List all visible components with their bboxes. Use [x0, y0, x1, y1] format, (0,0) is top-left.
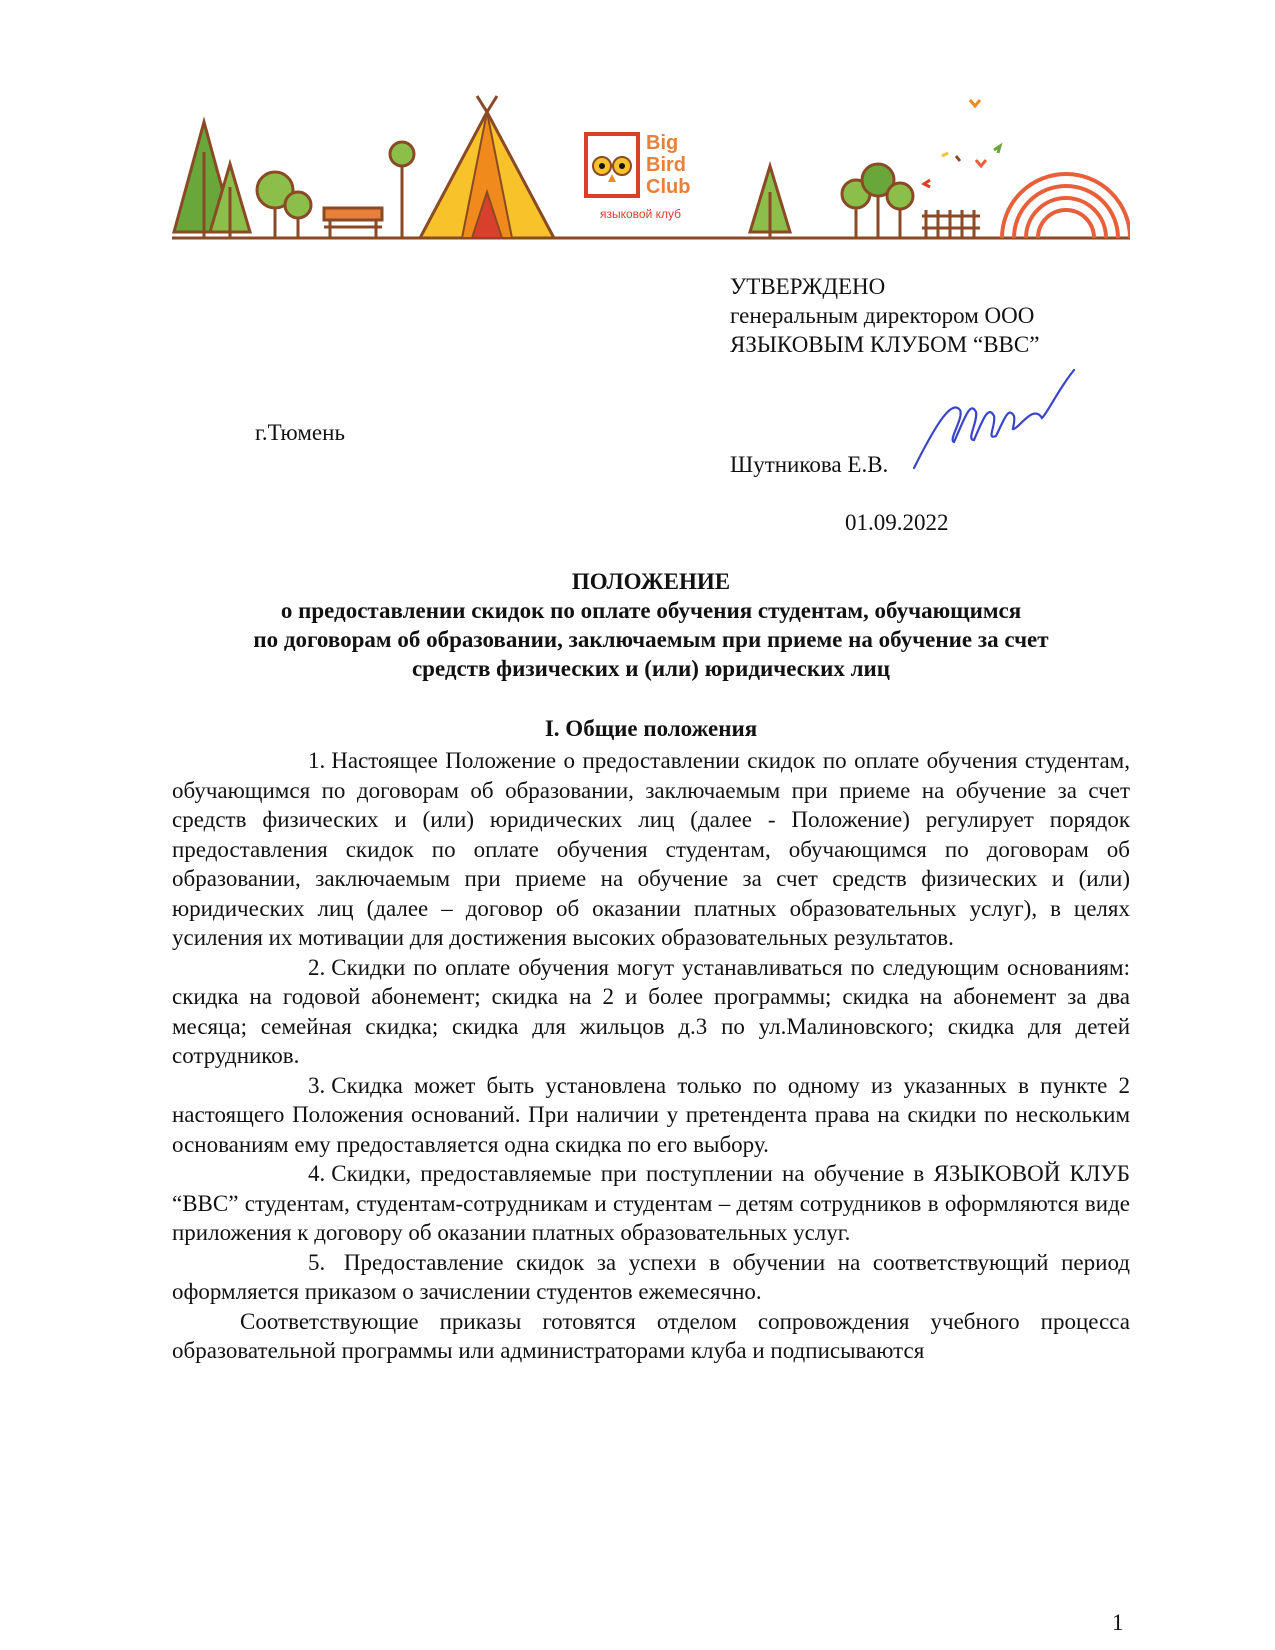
paragraph-number: 2. — [308, 954, 326, 980]
logo-text-line3: Club — [646, 176, 691, 198]
logo — [586, 132, 690, 221]
rainbow-icon — [1002, 174, 1130, 238]
bench-icon — [324, 208, 382, 238]
document-body — [172, 746, 1130, 1366]
approval-heading: УТВЕРЖДЕНО — [730, 274, 886, 299]
fence-icon — [922, 210, 980, 238]
logo-tagline: языковой клуб — [600, 207, 682, 221]
paragraph — [172, 1248, 1130, 1307]
tree-icon — [174, 122, 250, 238]
title-line-4: средств физических и (или) юридических лиц — [411, 656, 891, 681]
header-banner — [172, 92, 1130, 252]
paragraph — [172, 1307, 1130, 1366]
title-line-2: о предоставлении скидок по оплате обучения студентам, обучающимся — [280, 598, 1022, 623]
paragraph-number: 3. — [308, 1072, 326, 1098]
pine-tree-icon — [750, 166, 790, 238]
approval-date: 01.09.2022 — [845, 510, 949, 535]
lollipop-tree-icon — [390, 142, 414, 238]
paragraph-text: Скидки по оплате обучения могут устанавливаться по следующим основаниям: скидка на годовой абонемент; скидка на 2 и более программы; скидка на абонемент за два месяца; семейная скидка; скидка для жильцов д.3 по ул.Малиновского; скидка для детей сотрудников. — [172, 954, 1130, 1068]
approval-position: генеральным директором ООО — [730, 303, 1035, 328]
title-main: ПОЛОЖЕНИЕ — [571, 569, 731, 594]
paragraph-number: 4. — [308, 1161, 326, 1186]
round-tree-icon — [257, 172, 311, 238]
city-label: г.Тюмень — [255, 420, 345, 445]
birds-icon — [924, 100, 1000, 187]
title-line-3: по договорам об образовании, заключаемым при приеме на обучение за счет — [253, 627, 1049, 652]
teepee-icon — [420, 96, 554, 238]
page-number: 1 — [1112, 1610, 1124, 1635]
signature-icon — [908, 360, 1078, 475]
approval-block — [730, 272, 1039, 359]
logo-text-line2: Bird — [646, 154, 686, 176]
paragraph-number: 1. — [308, 748, 326, 773]
banner-illustration — [172, 92, 1130, 252]
paragraph — [172, 953, 1130, 1071]
paragraph — [172, 746, 1130, 953]
paragraph-text: Скидка может быть установлена только по одному из указанных в пункте 2 настоящего Положения оснований. При наличии у претендента права на скидки по нескольким основаниям ему предоставляется одна скидка по его выбору. — [172, 1072, 1130, 1157]
section-title: I. Общие положения — [544, 716, 758, 741]
logo-text-line1: Big — [646, 132, 679, 154]
signer-name: Шутникова Е.В. — [730, 452, 889, 477]
paragraph-text: Настоящее Положение о предоставлении скидок по оплате обучения студентам, обучающимся по договорам об образовании, заключаемым при приеме на обучение за счет средств физических и (или) юридических лиц (далее - Положение) регулирует порядок предоставления скидок по оплате обучения студентам, обучающимся по договорам об образовании, заключаемым при приеме на обучение за счет средств физических и (или) юридических лиц (далее – договор об оказании платных образовательных услуг), в целях усиления их мотивации для достижения высоких образовательных результатов. — [172, 748, 1130, 950]
paragraph-text: Скидки, предоставляемые при поступлении на обучение в ЯЗЫКОВОЙ КЛУБ “ВВС” студентам, студентам-сотрудникам и студентам – детям сотрудников в оформляются виде приложения к договору об оказании платных образовательных услуг. — [172, 1161, 1130, 1245]
paragraph-text: Предоставление скидок за успехи в обучении на соответствующий период оформляется приказом о зачислении студентов ежемесячно. — [172, 1249, 1130, 1304]
paragraph-number: 5. — [308, 1249, 326, 1275]
paragraph-text: Соответствующие приказы готовятся отделом сопровождения учебного процесса образовательной программы или администраторами клуба и подписываются — [172, 1308, 1130, 1363]
document-title — [172, 567, 1130, 683]
paragraph — [172, 1071, 1130, 1160]
approval-organization: ЯЗЫКОВЫМ КЛУБОМ “ВВС” — [730, 332, 1040, 357]
paragraph — [172, 1159, 1130, 1248]
tree-cluster-icon — [842, 164, 913, 238]
